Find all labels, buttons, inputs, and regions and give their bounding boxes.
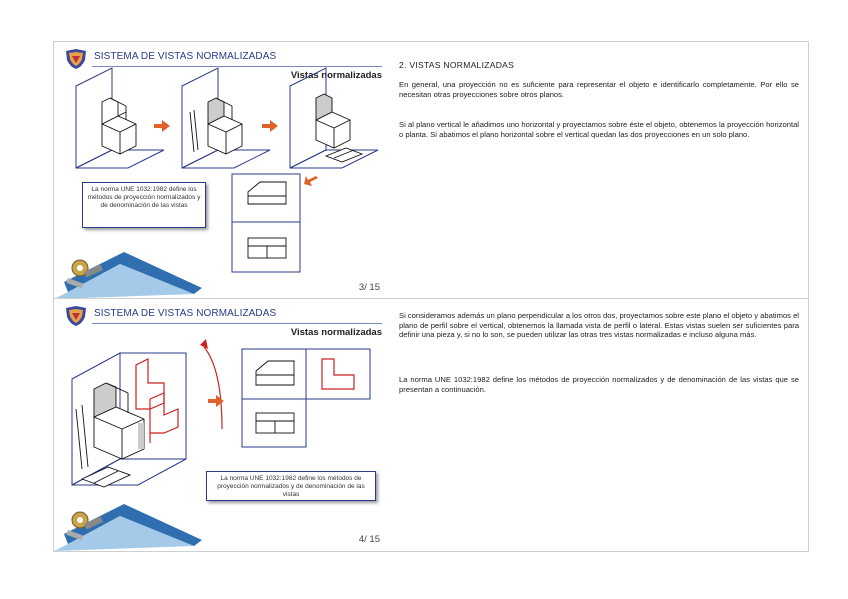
page-number: 4/ 15 — [358, 534, 380, 545]
decorative-tools-graphic — [54, 504, 202, 551]
paragraph: La norma UNE 1032:1982 define los métodos de proyección normalizados y de denominación de las vistas que se presentan a continuación. — [399, 375, 799, 394]
slide-subtitle: Vistas normalizadas — [290, 70, 382, 81]
section-heading: 2. VISTAS NORMALIZADAS — [399, 60, 515, 70]
paragraph: Si consideramos además un plano perpendicular a los otros dos, proyectamos sobre este plano el objeto y abatimos el plano de perfil sobre el vertical, obtenemos la llamada vista de perfil o lateral. Estas vistas suelen ser suficientes para definir una pieza y, si no lo son, se pueden utilizar las otras tres vistas normalizadas e incluso alguna más. — [399, 311, 799, 340]
slide-header: SISTEMA DE VISTAS NORMALIZADAS — [94, 308, 277, 319]
projection-diagram — [54, 42, 384, 299]
document-page-3 — [53, 41, 809, 300]
slide-panel — [54, 42, 384, 299]
page-number: 3/ 15 — [358, 282, 380, 293]
object-isometric-2 — [190, 98, 242, 154]
arrow-right-icon — [262, 120, 278, 132]
norma-note-box: La norma UNE 1032:1982 define los métodos de proyección normalizados y de denominación de las vistas — [82, 182, 206, 228]
object-isometric-1 — [102, 98, 136, 154]
orthographic-views — [242, 349, 370, 447]
slide-header: SISTEMA DE VISTAS NORMALIZADAS — [94, 51, 277, 62]
norma-note-box: La norma UNE 1032:1982 define los métodos de proyección normalizados y de denominación de las vistas — [206, 471, 376, 501]
arrow-right-icon — [154, 120, 170, 132]
orthographic-views — [232, 174, 300, 272]
slide-panel — [54, 299, 384, 551]
slide-subtitle: Vistas normalizadas — [290, 327, 382, 338]
paragraph: Si al plano vertical le añadimos uno horizontal y proyectamos sobre éste el objeto, obtenemos la proyección horizontal o planta. Si abatimos el plano horizontal sobre el vertical quedan las dos proyecciones en un solo plano. — [399, 120, 799, 139]
curved-arrow-icon — [204, 347, 222, 429]
paragraph: En general, una proyección no es suficiente para representar el objeto e identificarlo completamente. Por ello se necesitan otras proyecciones sobre otros planos. — [399, 80, 799, 99]
object-isometric — [76, 383, 144, 487]
three-view-diagram — [54, 299, 384, 551]
decorative-tools-graphic — [54, 252, 202, 299]
arrow-right-icon — [304, 176, 318, 186]
document-page-4 — [53, 298, 809, 552]
